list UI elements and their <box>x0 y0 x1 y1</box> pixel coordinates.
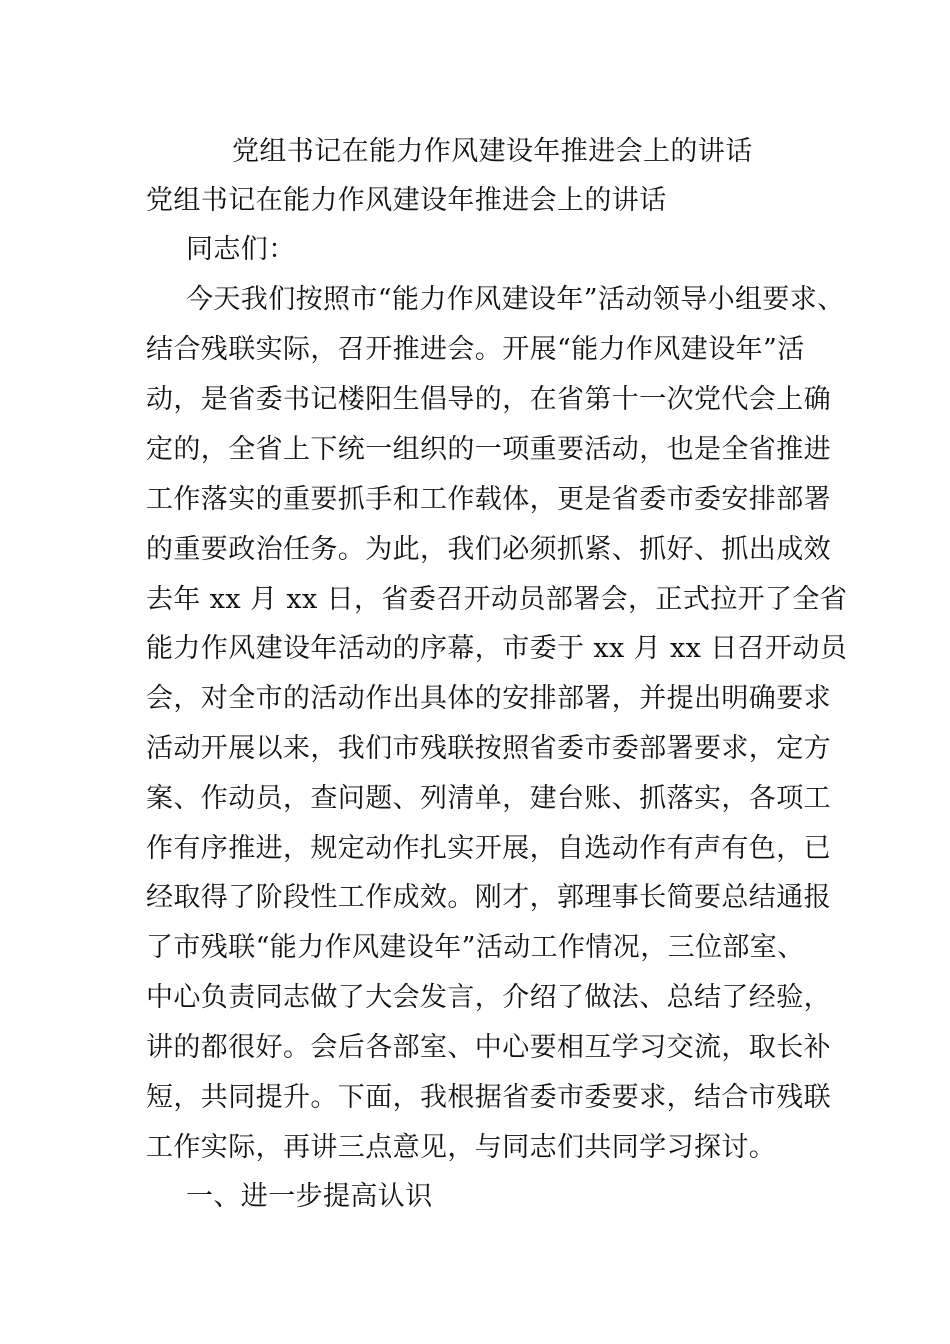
body-line: 能力作风建设年活动的序幕，市委于 xx 月 xx 日召开动员 <box>146 633 848 664</box>
body-line: 了市残联“能力作风建设年”活动工作情况，三位部室、 <box>146 932 805 963</box>
salutation: 同志们： <box>186 234 296 265</box>
body-line: 活动开展以来，我们市残联按照省委市委部署要求，定方 <box>146 733 831 764</box>
body-line: 去年 xx 月 xx 日，省委召开动员部署会，正式拉开了全省 <box>146 584 848 615</box>
document-title-repeat: 党组书记在能力作风建设年推进会上的讲话 <box>146 185 667 216</box>
body-line: 定的，全省上下统一组织的一项重要活动，也是全省推进 <box>146 434 831 465</box>
body-line: 讲的都很好。会后各部室、中心要相互学习交流，取长补 <box>146 1032 831 1063</box>
body-line: 作有序推进，规定动作扎实开展，自选动作有声有色，已 <box>146 833 831 864</box>
body-line: 今天我们按照市“能力作风建设年”活动领导小组要求、 <box>186 284 845 315</box>
body-line: 工作实际，再讲三点意见，与同志们共同学习探讨。 <box>146 1132 777 1163</box>
body-line: 经取得了阶段性工作成效。刚才，郭理事长简要总结通报 <box>146 882 831 913</box>
body-line: 案、作动员，查问题、列清单，建台账、抓落实，各项工 <box>146 783 831 814</box>
section-heading: 一、进一步提高认识 <box>186 1181 433 1212</box>
body-line: 的重要政治任务。为此，我们必须抓紧、抓好、抓出成效 <box>146 534 831 565</box>
document-title: 党组书记在能力作风建设年推进会上的讲话 <box>232 136 753 167</box>
body-line: 动，是省委书记楼阳生倡导的，在省第十一次党代会上确 <box>146 384 831 415</box>
body-line: 工作落实的重要抓手和工作载体，更是省委市委安排部署 <box>146 484 831 515</box>
body-line: 会，对全市的活动作出具体的安排部署，并提出明确要求 <box>146 683 831 714</box>
body-line: 短，共同提升。下面，我根据省委市委要求，结合市残联 <box>146 1082 831 1113</box>
body-line: 结合残联实际，召开推进会。开展“能力作风建设年”活 <box>146 334 805 365</box>
body-line: 中心负责同志做了大会发言，介绍了做法、总结了经验， <box>146 982 831 1013</box>
